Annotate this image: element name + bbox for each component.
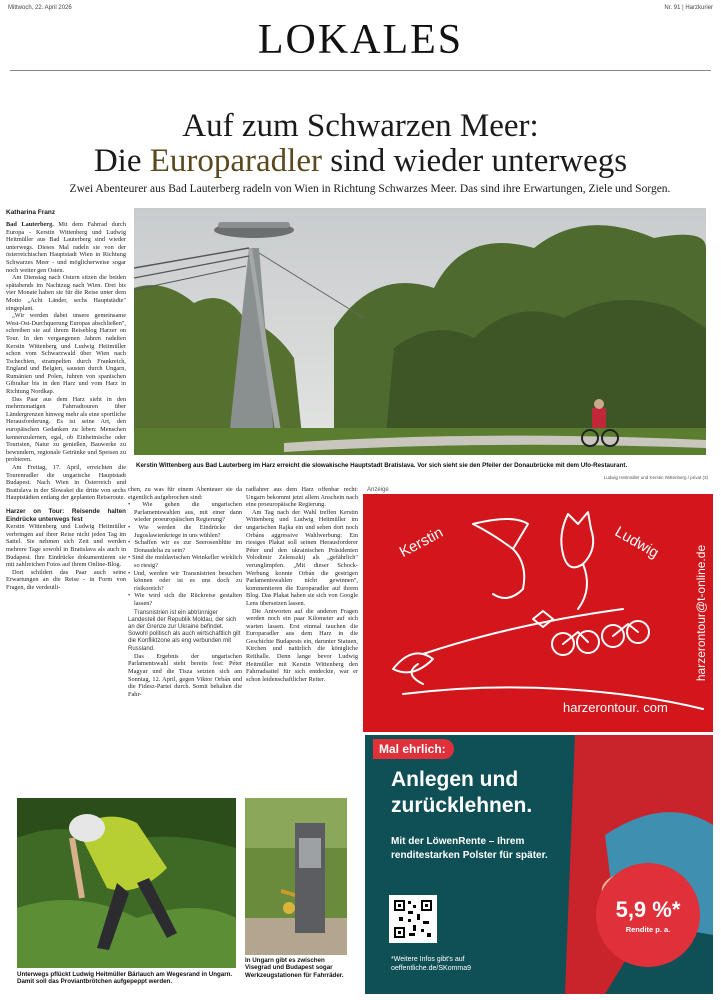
headline-2-accent: Europaradler xyxy=(149,143,322,179)
headline-2-part-c: sind wieder unterwegs xyxy=(321,143,628,179)
ad-title-line-2: zurücklehnen. xyxy=(391,794,533,817)
ad-footnote-link[interactable]: oeffentliche.de/SKomma9 xyxy=(391,965,472,972)
ad-name-left: Kerstin xyxy=(396,524,446,561)
photo-wild-garlic xyxy=(17,798,236,968)
question-item: • Und, werden wir Transnistrien besuchen können oder ist es uns doch zu risikoreich? xyxy=(128,570,242,593)
harzer-on-tour-ad xyxy=(363,494,713,732)
ad-subtitle-line-2: renditestarken Polster für später. xyxy=(391,850,548,861)
rate-badge xyxy=(596,863,700,967)
question-item: • Wie wird sich die Rückreise gestalten lassen? xyxy=(128,592,242,607)
section-title: LOKALES xyxy=(257,17,464,63)
ad-badge: Mal ehrlich: xyxy=(373,739,454,759)
col1-para-1: Mit dem Fahrrad durch Europa - Kerstin Wittenberg und Ludwig Heitmüller aus Bad Lauterberg sind wieder unterwegs. Dieses Mal radeln sie von der österreichischen Hauptstadt Wien in Richtung Schwarzes Meer - und möglicherweise sogar noch weiter gen Osten. xyxy=(6,221,126,274)
ad-email[interactable]: harzerontour@t-online.de xyxy=(694,544,708,682)
article-column-2 xyxy=(128,486,242,786)
question-list xyxy=(128,501,242,607)
col1-para-3: „Wir werden dabei unsere gemeinsame West-Ost-Durchquerung Europas abschließen", schreiben sie auf ihrem Reiseblog Harzer on Tour. In den vergangenen Jahren radelten Kerstin Wittenberg und Ludwig Heitmüller schon vom Schwarzwald über Wien nach Tschechien, strampelten durch Frankreich, England und Belgien, sausten durch Ungarn, Rumänien und Polen, fuhren von spanischen Gibraltar bis in den Harz und vom Harz in Richtung Nordkap. xyxy=(6,312,126,396)
ad-title xyxy=(391,767,532,819)
issue-date: Mittwoch, 22. April 2026 xyxy=(8,5,72,11)
col3-para-2: Am Tag nach der Wahl treffen Kerstin Wittenberg und Ludwig Heitmüller im ungarischen Rajka ein und sehen dort noch Orbáns aggressive Wahlwerbung: Ein riesiges Plakat soll seinen Herausforderer Péter und den ukrainischen Präsidenten Volodimir Zelenszkij als „gefährlich" verunglimpfen. „Mit dieser Schock-Werbung konnte Orbán die gestrigen Parlamentswahlen nicht gewinnen", kommentieren die Europaradler auf ihrem Blog. Das Plakat haben sie sich von Google Lens übersetzen lassen. xyxy=(246,508,358,607)
cyclist-picking-garlic-photo xyxy=(17,798,236,968)
ad-title-line-1: Anlegen und xyxy=(391,768,519,791)
col1-para-2: Am Dienstag nach Ostern sitzen die beiden spätabends im Nachtzug nach Wien. Drei bis vier Monate haben sie für die Reise unter dem Motto „Acht Länder, sechs Hauptstädte" eingeplant. xyxy=(6,274,126,312)
col1-para-5: Am Freitag, 17. April, erreichten die Tourenradler die ungarische Hauptstadt Budapest. Nach Wien in Österreich und Bratislava in der Slowakei die dritte von sechs Hauptstädten entlang der geplanten Reiseroute. xyxy=(6,464,126,502)
main-photo xyxy=(134,208,706,455)
qr-code[interactable] xyxy=(389,895,437,943)
question-item: • Schaffen wir es zur Seerosenblüte im Donaudelta zu sein? xyxy=(128,539,242,554)
col3-para-3: Die Antworten auf die anderen Fragen werden noch ein paar Kilometer auf sich warten lassen. Erst einmal tauchen die Europaradler aus dem Harz in die Geschichte Budapests ein, darunter Statuen, Kirchen und natürlich die königliche Reithalle. Denn lange bevor Ludwig Heitmüller mit Kerstin Wittenberg den Fahrradsattel für sich entdeckte, war er schon leidenschaftlicher Reiter. xyxy=(246,607,358,683)
article-deck: Zwei Abenteurer aus Bad Lauterberg radeln von Wien in Richtung Schwarzes Meer. Das sind ihre Erwartungen, Ziele und Sorgen. xyxy=(69,183,671,195)
col1-para-7: Dort schildert das Paar auch seine Erwartungen an die Reise - in Form von Fragen, die verdeutli- xyxy=(6,568,126,591)
question-item: • Wie werden die Eindrücke der Jugoslawienkriege in uns wühlen? xyxy=(128,524,242,539)
headline-line-1: Auf zum Schwarzen Meer: xyxy=(182,108,539,144)
photo-tool-station xyxy=(245,798,347,955)
section-rule xyxy=(10,70,711,71)
rate-label: Rendite p. a. xyxy=(625,925,671,934)
ad-name-right: Ludwig xyxy=(611,523,662,562)
bratislava-bridge-photo xyxy=(134,208,706,455)
ad-website[interactable]: harzerontour. com xyxy=(563,700,668,715)
question-item: • Wie gehen die ungarischen Parlamentswahlen aus, mit einer dann wieder proeuropäischen Regierung? xyxy=(128,501,242,524)
col1-para-6: Kerstin Wittenberg und Ludwig Heitmüller verbringen auf ihrer Reise nicht jeden Tag im Sattel. Sie nehmen sich Zeit und werden mehrere Tage sowohl in Bratislava als auch in Budapest. Ihre Eindrücke dokumentieren sie mit zahlreichen Fotos auf ihrem Online-Blog. xyxy=(6,523,126,569)
col1-subhead: Harzer on Tour: Reisende halten Eindrücke unterwegs fest xyxy=(6,507,126,523)
col2-para-1: chen, zu was für einem Abenteuer sie da eigentlich aufgebrochen sind: xyxy=(128,486,242,501)
ad-subtitle xyxy=(391,835,548,863)
photo2-caption: Unterwegs pflückt Ludwig Heitmüller Bärlauch am Wegesrand in Ungarn. Damit soll das Proviantbrötchen aufgepeppt werden. xyxy=(17,971,233,986)
ad-footnote-line-1: *Weitere Infos gibt's auf xyxy=(391,956,465,963)
col1-para-4: Das Paar aus dem Harz sieht in den mehrmonatigen Fahrradtouren über Ländergrenzen hinweg mehr als eine sportliche Herausforderung. Es ist seine Art, den europäischen Gedanken zu leben: Menschen kennenzulernen, egal, ob Einheimische oder Touristen, Natur zu genießen, Bauwerke zu bewundern, regionale Getränke und Speisen zu probieren. xyxy=(6,395,126,464)
main-photo-credit: Ludwig Heitmüller und Kerstin Wittenberg / privat (3) xyxy=(603,475,708,480)
article-column-1 xyxy=(6,221,126,789)
article-column-3 xyxy=(246,486,358,786)
col3-para-1: radfahrer aus dem Harz offenbar recht: Ungarn bekommt jetzt allem Anschein nach eine proeuropäische Regierung. xyxy=(246,486,358,509)
ad-subtitle-line-1: Mit der LöwenRente – Ihrem xyxy=(391,836,525,847)
witch-broom-drawing xyxy=(363,494,713,732)
qr-code-icon xyxy=(393,899,433,939)
rate-value: 5,9 %* xyxy=(615,897,681,922)
issue-number: Nr. 91 | Harzkurier xyxy=(664,5,713,11)
headline-line-2 xyxy=(0,143,721,180)
question-item: • Sind die moldavischen Weinkeller wirklich so riesig? xyxy=(128,554,242,569)
ad-label: Anzeige xyxy=(367,487,389,493)
photo3-caption: In Ungarn gibt es zwischen Visegrad und Budapest sogar Werkzeugstationen für Fahrräder. xyxy=(245,957,344,979)
article-author: Katharina Franz xyxy=(6,209,56,216)
main-photo-caption: Kerstin Wittenberg aus Bad Lauterberg im Harz erreicht die slowakische Hauptstadt Bratislava. Vor sich sieht sie den Pfeiler der Donaubrücke mit dem Ufo-Restaurant. xyxy=(136,462,628,469)
transnistria-info: Transnistrien ist ein abtrünniger Landesteil der Republik Moldau, der sich an der Grenze zur Ukraine befindet. Sowohl politisch als auch wirtschaftlich gilt die Konfliktzone als eng verbunden mit Russland. xyxy=(128,609,241,652)
ad-footnote xyxy=(391,955,471,973)
headline-2-part-a: Die xyxy=(93,143,150,179)
loewenrente-ad xyxy=(365,735,713,994)
dateline: Bad Lauterberg. xyxy=(6,221,54,228)
bike-tool-station-photo xyxy=(245,798,347,955)
col2-para-2: Das Ergebnis der ungarischen Parlamentswahl steht bereits fest: Péter Magyar und die Tisza setzten sich am Sonntag, 12. April, gegen Viktor Orbán und die Fidesz-Partei durch. Somit behalten die Fahr- xyxy=(128,652,242,698)
